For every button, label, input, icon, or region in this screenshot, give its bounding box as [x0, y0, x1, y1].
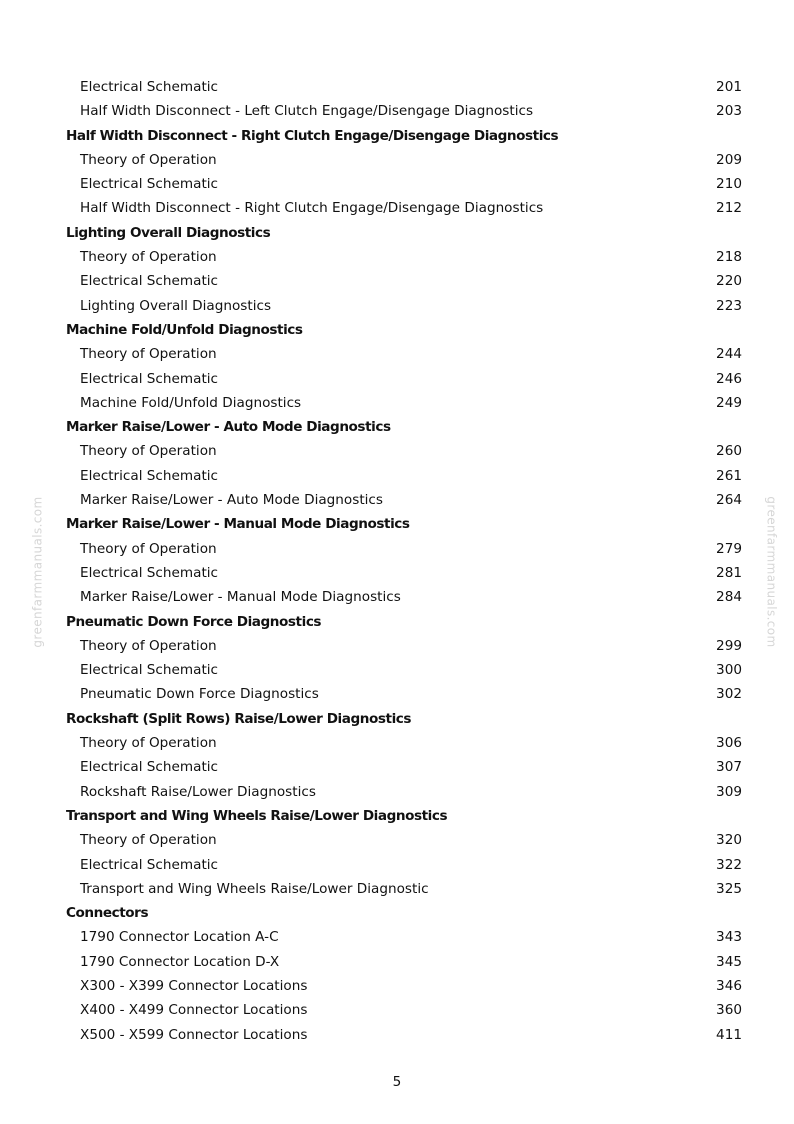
toc-page-number: 360	[716, 1002, 742, 1019]
toc-entry-title: Electrical Schematic	[80, 370, 219, 387]
toc-entry-title: Marker Raise/Lower - Auto Mode Diagnostics	[80, 492, 383, 509]
toc-entry-title: Electrical Schematic	[80, 273, 219, 290]
toc-entry-title: Theory of Operation	[80, 637, 217, 654]
toc-entry-title: Electrical Schematic	[80, 467, 219, 484]
toc-entry[interactable]	[0, 342, 794, 366]
toc-entry-title: Half Width Disconnect - Left Clutch Engage/Disengage Diagnostics	[80, 103, 534, 120]
toc-entry-title: Theory of Operation	[80, 346, 217, 363]
toc-section-title: Rockshaft (Split Rows) Raise/Lower Diagnostics	[66, 710, 412, 727]
toc-entry[interactable]	[0, 148, 794, 172]
toc-page-number: 244	[716, 346, 742, 363]
toc-page-number: 306	[716, 735, 742, 752]
toc-page-number: 264	[716, 492, 742, 509]
toc-page-number: 203	[716, 103, 742, 120]
toc-section-heading[interactable]	[0, 512, 794, 536]
toc-entry-title: Marker Raise/Lower - Manual Mode Diagnostics	[80, 589, 401, 606]
toc-entry[interactable]	[0, 780, 794, 804]
toc-page-number: 260	[716, 443, 742, 460]
toc-entry-title: Electrical Schematic	[80, 662, 219, 679]
toc-entry-title: 1790 Connector Location D-X	[80, 953, 280, 970]
toc-section-title: Transport and Wing Wheels Raise/Lower Diagnostics	[66, 807, 448, 824]
toc-page-number: 325	[716, 880, 742, 897]
toc-page-number: 201	[716, 79, 742, 95]
toc-entry[interactable]	[0, 439, 794, 463]
toc-entry-title: X400 - X499 Connector Locations	[80, 1002, 308, 1019]
toc-section-title: Marker Raise/Lower - Auto Mode Diagnostics	[66, 419, 391, 436]
toc-entry-title: Machine Fold/Unfold Diagnostics	[80, 394, 302, 411]
watermark-right: greenfarmmanuals.com	[764, 496, 779, 648]
toc-section-heading[interactable]	[0, 901, 794, 925]
toc-entry-title: Theory of Operation	[80, 832, 217, 849]
toc-entry[interactable]	[0, 561, 794, 585]
toc-section-heading[interactable]	[0, 610, 794, 634]
toc-entry[interactable]	[0, 998, 794, 1022]
toc-page-number: 210	[716, 176, 742, 193]
toc-entry[interactable]	[0, 634, 794, 658]
toc-entry-title: Electrical Schematic	[80, 564, 219, 581]
toc-page-number: 307	[716, 759, 742, 776]
toc-page-number: 281	[716, 564, 742, 581]
toc-page-number: 218	[716, 249, 742, 266]
toc-entry[interactable]	[0, 585, 794, 609]
toc-entry[interactable]	[0, 391, 794, 415]
toc-entry-title: Transport and Wing Wheels Raise/Lower Diagnostic	[80, 880, 429, 897]
toc-entry-title: Lighting Overall Diagnostics	[80, 297, 272, 314]
toc-entry[interactable]	[0, 828, 794, 852]
toc-section-title: Half Width Disconnect - Right Clutch Engage/Disengage Diagnostics	[66, 127, 559, 144]
toc-entry[interactable]	[0, 99, 794, 123]
toc-entry[interactable]	[0, 853, 794, 877]
toc-entry-title: Theory of Operation	[80, 540, 217, 557]
toc-page-number: 309	[716, 783, 742, 800]
toc-entry-title: Theory of Operation	[80, 735, 217, 752]
toc-page-number: 223	[716, 297, 742, 314]
toc-section-title: Marker Raise/Lower - Manual Mode Diagnostics	[66, 516, 410, 533]
toc-section-title: Machine Fold/Unfold Diagnostics	[66, 321, 303, 338]
toc-entry[interactable]	[0, 196, 794, 220]
toc-entry[interactable]	[0, 1023, 794, 1047]
toc-entry[interactable]	[0, 269, 794, 293]
toc-page-number: 322	[716, 856, 742, 873]
toc-entry[interactable]	[0, 877, 794, 901]
toc-entry-title: Theory of Operation	[80, 151, 217, 168]
toc-page-number: 299	[716, 637, 742, 654]
toc-page-number: 261	[716, 467, 742, 484]
toc-entry-title: Pneumatic Down Force Diagnostics	[80, 686, 319, 703]
toc-entry-title: 1790 Connector Location A-C	[80, 929, 279, 946]
toc-entry-title: Electrical Schematic	[80, 759, 219, 776]
toc-section-heading[interactable]	[0, 415, 794, 439]
toc-page-number: 300	[716, 662, 742, 679]
toc-page-number: 411	[716, 1026, 742, 1043]
toc-section-heading[interactable]	[0, 221, 794, 245]
toc-entry[interactable]	[0, 658, 794, 682]
toc-page-number: 346	[716, 977, 742, 994]
toc-entry-title: Electrical Schematic	[80, 79, 219, 95]
toc-entry[interactable]	[0, 731, 794, 755]
toc-entry-title: X300 - X399 Connector Locations	[80, 977, 308, 994]
toc-entry-title: Theory of Operation	[80, 443, 217, 460]
toc-entry[interactable]	[0, 464, 794, 488]
toc-entry[interactable]	[0, 682, 794, 706]
page-number: 5	[392, 1074, 402, 1090]
toc-page-number: 249	[716, 394, 742, 411]
toc-entry-title: Rockshaft Raise/Lower Diagnostics	[80, 783, 316, 800]
toc-section-title: Connectors	[66, 905, 149, 922]
toc-page-number: 284	[716, 589, 742, 606]
toc-section-heading[interactable]	[0, 804, 794, 828]
toc-page-number: 212	[716, 200, 742, 217]
toc-page-number: 246	[716, 370, 742, 387]
toc-page-number: 320	[716, 832, 742, 849]
toc-page-number: 279	[716, 540, 742, 557]
toc-entry[interactable]	[0, 367, 794, 391]
toc-entry[interactable]	[0, 537, 794, 561]
toc-entry[interactable]	[0, 294, 794, 318]
toc-entry[interactable]	[0, 488, 794, 512]
toc-entry-title: Theory of Operation	[80, 249, 217, 266]
toc-page-number: 220	[716, 273, 742, 290]
toc-page-number: 345	[716, 953, 742, 970]
toc-section-heading[interactable]	[0, 707, 794, 731]
toc-entry[interactable]	[0, 172, 794, 196]
toc-entry-title: Half Width Disconnect - Right Clutch Engage/Disengage Diagnostics	[80, 200, 544, 217]
toc-entry[interactable]	[0, 75, 794, 99]
toc-page-number: 209	[716, 151, 742, 168]
table-of-contents	[0, 75, 794, 1047]
toc-section-title: Pneumatic Down Force Diagnostics	[66, 613, 322, 630]
toc-entry[interactable]	[0, 950, 794, 974]
toc-section-heading[interactable]	[0, 124, 794, 148]
toc-entry-title: X500 - X599 Connector Locations	[80, 1026, 308, 1043]
toc-entry[interactable]	[0, 245, 794, 269]
toc-page-number: 343	[716, 929, 742, 946]
toc-entry[interactable]	[0, 925, 794, 949]
watermark-left: greenfarmmanuals.com	[30, 496, 45, 648]
toc-section-heading[interactable]	[0, 318, 794, 342]
toc-page-number: 302	[716, 686, 742, 703]
toc-section-title: Lighting Overall Diagnostics	[66, 224, 271, 241]
toc-entry-title: Electrical Schematic	[80, 856, 219, 873]
toc-entry[interactable]	[0, 755, 794, 779]
toc-entry-title: Electrical Schematic	[80, 176, 219, 193]
toc-entry[interactable]	[0, 974, 794, 998]
